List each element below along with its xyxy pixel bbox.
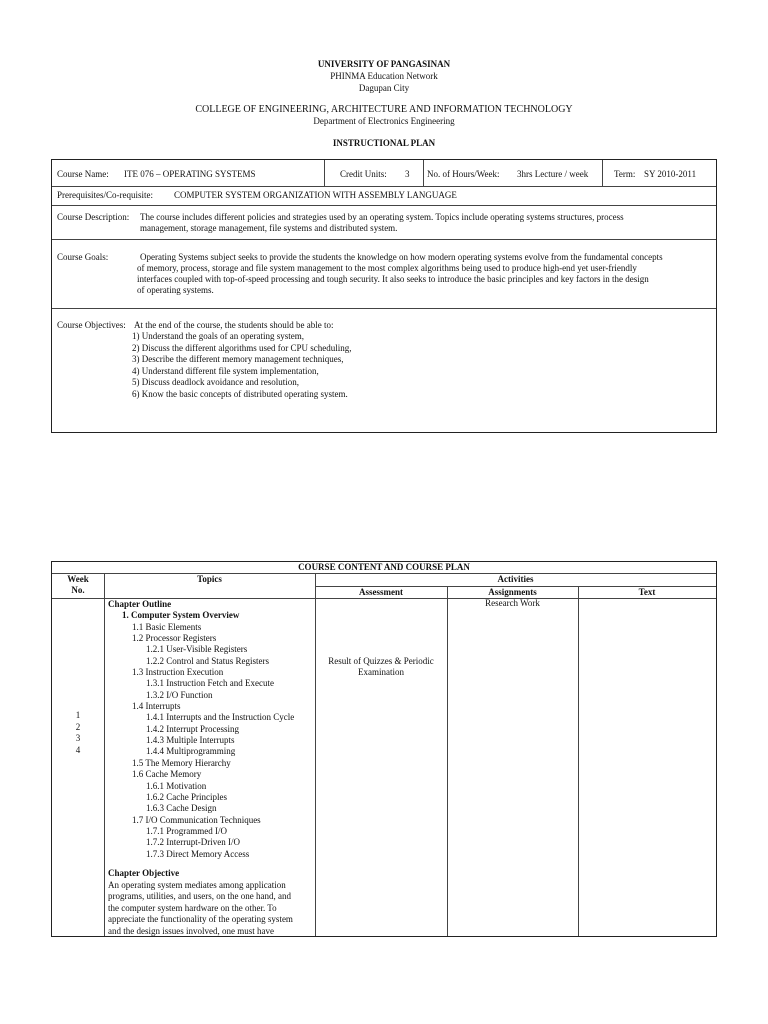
goals-label: Course Goals: — [57, 252, 109, 262]
objective-item: 4) Understand different file system implementation, — [132, 365, 319, 376]
chapter-objective-line: programs, utilities, and users, on the one hand, and — [108, 891, 291, 901]
assessment-line: Examination — [358, 667, 404, 677]
network-name: PHINMA Education Network — [330, 71, 438, 81]
chapter-objective-line: the computer system hardware on the other. To — [108, 902, 277, 913]
topic-item: 1.5 The Memory Hierarchy — [132, 757, 231, 768]
topic-item: 1.4.2 Interrupt Processing — [146, 723, 239, 734]
credit-units-value: 3 — [405, 169, 410, 179]
topic-item: 1.7.2 Interrupt-Driven I/O — [146, 837, 240, 848]
objective-item: 6) Know the basic concepts of distributed operating system. — [132, 388, 348, 399]
chapter-outline-heading: Chapter Outline — [108, 599, 172, 609]
topic-item: 1.4 Interrupts — [132, 701, 181, 712]
topics-header: Topics — [197, 574, 222, 584]
chapter-objective-line: An operating system mediates among application — [108, 879, 286, 890]
college-name: COLLEGE OF ENGINEERING, ARCHITECTURE AND INFORMATION TECHNOLOGY — [195, 104, 573, 115]
week-number: 2 — [75, 721, 81, 732]
chapter-title: 1. Computer System Overview — [122, 610, 240, 621]
description-line-2: management, storage management, file systems and distributed system. — [140, 223, 398, 233]
topic-item: 1.7.3 Direct Memory Access — [146, 848, 250, 859]
plan-title: COURSE CONTENT AND COURSE PLAN — [298, 562, 470, 572]
week-number: 1 — [75, 710, 81, 720]
goals-line-3: interfaces coupled with top-of-speed processing and tough security. It also seeks to introduce the basic principles and key factors in the design — [137, 274, 649, 284]
course-name-label: Course Name: — [57, 169, 109, 179]
goals-line-4: of operating systems. — [137, 285, 214, 295]
term-label: Term: — [614, 169, 636, 179]
goals-row — [52, 240, 716, 309]
prerequisite-value: COMPUTER SYSTEM ORGANIZATION WITH ASSEMBLY LANGUAGE — [174, 190, 457, 200]
assignments-header: Assignments — [488, 587, 537, 597]
prerequisite-row — [52, 187, 716, 206]
topic-item: 1.3.2 I/O Function — [146, 689, 213, 700]
topic-item: 1.6 Cache Memory — [132, 769, 202, 780]
hours-label: No. of Hours/Week: — [427, 169, 500, 179]
week-number: 3 — [75, 733, 81, 743]
week-header: Week — [67, 574, 89, 584]
prerequisite-label: Prerequisites/Co-requisite: — [57, 190, 153, 200]
activities-header: Activities — [497, 574, 534, 584]
course-plan-table — [51, 561, 717, 937]
assessment-header: Assessment — [359, 587, 403, 597]
topic-item: 1.4.3 Multiple Interrupts — [146, 735, 235, 746]
chapter-objective-line: and the design issues involved, one must have — [108, 925, 274, 936]
document-title: INSTRUCTIONAL PLAN — [332, 138, 436, 148]
topic-item: 1.2 Processor Registers — [132, 632, 217, 643]
objective-item: 1) Understand the goals of an operating system, — [132, 331, 304, 341]
topic-item: 1.3.1 Instruction Fetch and Execute — [146, 678, 274, 689]
objectives-intro: At the end of the course, the students should be able to: — [134, 320, 334, 330]
topic-item: 1.6.3 Cache Design — [146, 803, 217, 814]
objectives-label: Course Objectives: — [57, 320, 126, 330]
topic-item: 1.4.4 Multiprogramming — [146, 746, 236, 757]
term-value: SY 2010-2011 — [644, 169, 697, 179]
description-label: Course Description: — [57, 212, 130, 222]
city-name: Dagupan City — [358, 83, 410, 93]
chapter-objective-heading: Chapter Objective — [108, 868, 180, 878]
chapter-objective-line: appreciate the functionality of the operating system — [108, 914, 293, 924]
objectives-row — [52, 309, 716, 432]
assessment-line: Result of Quizzes & Periodic — [328, 656, 434, 666]
course-info-table — [51, 159, 717, 433]
course-name-value: ITE 076 – OPERATING SYSTEMS — [124, 169, 256, 179]
topic-item: 1.2.1 User-Visible Registers — [146, 644, 248, 655]
description-line-1: The course includes different policies and strategies used by an operating system. Topics include operating systems structures, process — [140, 212, 624, 222]
university-name: UNIVERSITY OF PANGASINAN — [317, 59, 451, 69]
week-no-header: No. — [71, 585, 85, 595]
hours-value: 3hrs Lecture / week — [517, 169, 589, 179]
credit-units-label: Credit Units: — [340, 169, 387, 179]
text-header: Text — [638, 587, 656, 597]
goals-line-1: Operating Systems subject seeks to provide the students the knowledge on how modern operating systems evolve from the fundamental concepts — [140, 252, 663, 262]
topic-item: 1.7 I/O Communication Techniques — [132, 814, 261, 825]
week-number: 4 — [75, 744, 81, 755]
description-row — [52, 206, 716, 240]
topic-item: 1.6.1 Motivation — [146, 780, 207, 791]
topic-item: 1.4.1 Interrupts and the Instruction Cycle — [146, 712, 295, 723]
topic-item: 1.6.2 Cache Principles — [146, 791, 227, 802]
objective-item: 3) Describe the different memory management techniques, — [132, 354, 344, 364]
assignment-text: Research Work — [485, 598, 540, 608]
topic-item: 1.1 Basic Elements — [132, 621, 202, 632]
topic-item: 1.2.2 Control and Status Registers — [146, 655, 269, 666]
topic-item: 1.7.1 Programmed I/O — [146, 825, 227, 836]
topic-item: 1.3 Instruction Execution — [132, 667, 224, 677]
department-name: Department of Electronics Engineering — [313, 116, 455, 126]
goals-line-2: of memory, process, storage and file system management to the most complex algorithms being used to produce high-end yet user-friendly — [137, 263, 637, 273]
course-name-row — [52, 160, 716, 187]
objective-item: 2) Discuss the different algorithms used for CPU scheduling, — [132, 342, 352, 353]
objective-item: 5) Discuss deadlock avoidance and resolution, — [132, 377, 299, 387]
